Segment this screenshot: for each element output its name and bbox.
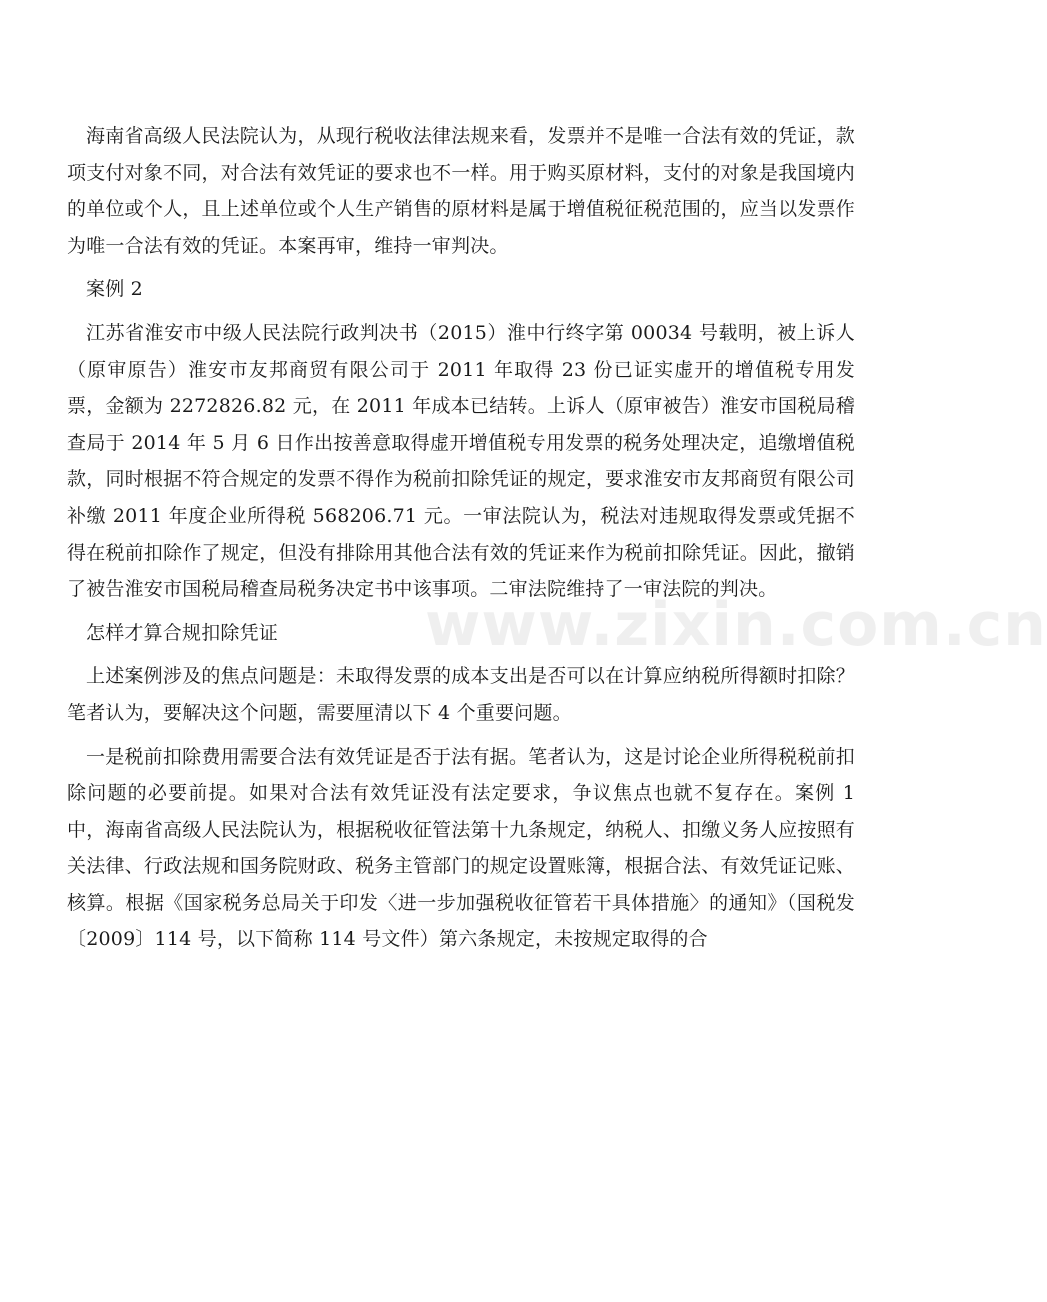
heading-case-2: 案例 2 bbox=[86, 278, 143, 301]
paragraph-case-2-detail: 江苏省淮安市中级人民法院行政判决书（2015）淮中行终字第 00034 号载明，被上诉人（原审原告）淮安市友邦商贸有限公司于 2011 年取得 23 份已证实虚开的增值税专用发票，金额为 2272826.82 元，在 2011 年成本已结转。上诉人（原审被告）淮安市国税局稽查局于 2014 年 5 月 6 日作出按善意取得虚开增值税专用发票的税务处理决定，追缴增值税款，同时根据不符合规定的发票不得作为税前扣除凭证的规定，要求淮安市友邦商贸有限公司补缴 2011 年度企业所得税 568206.71 元。一审法院认为，税法对违规取得发票或凭据不得在税前扣除作了规定，但没有排除用其他合法有效的凭证来作为税前扣除凭证。因此，撤销了被告淮安市国税局稽查局税务决定书中该事项。二审法院维持了一审法院的判决。 bbox=[67, 321, 855, 601]
watermark-text: www.zixin.com.cn bbox=[425, 590, 1047, 660]
heading-compliant-deduction: 怎样才算合规扣除凭证 bbox=[86, 621, 279, 644]
document-body bbox=[67, 118, 855, 958]
paragraph-point-one: 一是税前扣除费用需要合法有效凭证是否于法有据。笔者认为，这是讨论企业所得税税前扣除问题的必要前提。如果对合法有效凭证没有法定要求，争议焦点也就不复存在。案例 1 中，海南省高级人民法院认为，根据税收征管法第十九条规定，纳税人、扣缴义务人应按照有关法律、行政法规和国务院财政、税务主管部门的规定设置账簿，根据合法、有效凭证记账、核算。根据《国家税务总局关于印发〈进一步加强税收征管若干具体措施〉的通知》（国税发〔2009〕114 号，以下简称 114 号文件）第六条规定，未按规定取得的合 bbox=[67, 745, 855, 951]
paragraph-focus-question: 上述案例涉及的焦点问题是：未取得发票的成本支出是否可以在计算应纳税所得额时扣除？笔者认为，要解决这个问题，需要厘清以下 4 个重要问题。 bbox=[67, 665, 855, 724]
paragraph-court-opinion: 海南省高级人民法院认为，从现行税收法律法规来看，发票并不是唯一合法有效的凭证，款项支付对象不同，对合法有效凭证的要求也不一样。用于购买原材料，支付的对象是我国境内的单位或个人，且上述单位或个人生产销售的原材料是属于增值税征税范围的，应当以发票作为唯一合法有效的凭证。本案再审，维持一审判决。 bbox=[67, 125, 855, 257]
